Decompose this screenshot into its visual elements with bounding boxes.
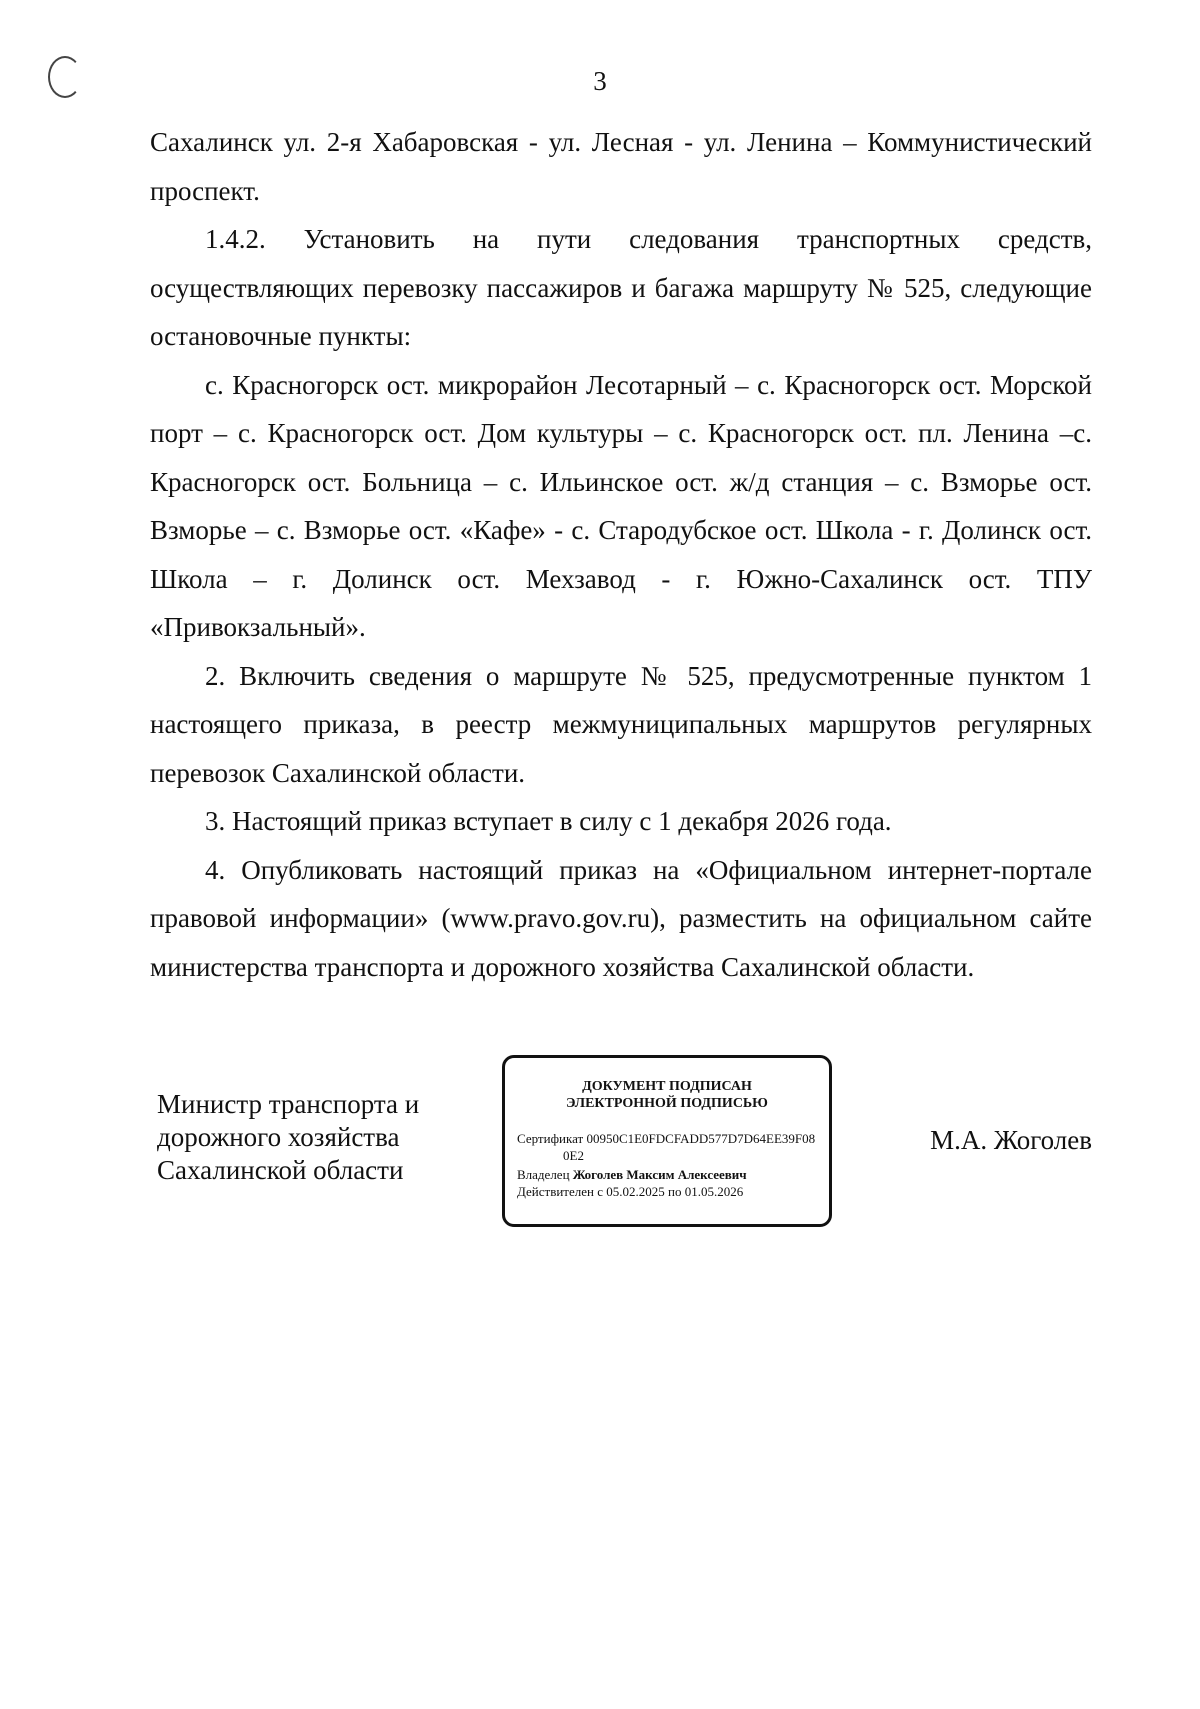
stamp-owner [517, 1166, 817, 1183]
paragraph-item-1-4-2: 1.4.2. Установить на пути следования транспортных средств, осуществляющих перевозку пассажиров и багажа маршруту № 525, следующие остановочные пункты: [150, 224, 1092, 351]
stamp-owner-name: Жоголев Максим Алексеевич [572, 1167, 747, 1182]
stamp-certificate [517, 1130, 817, 1147]
paragraph-item-2: 2. Включить сведения о маршруте № 525, предусмотренные пунктом 1 настоящего приказа, в реестр межмуниципальных маршрутов регулярных перевозок Сахалинской области. [150, 660, 1092, 788]
stamp-cert-label: Сертификат [517, 1131, 584, 1146]
page-number: 3 [593, 66, 607, 96]
paragraph-continuation: Сахалинск ул. 2-я Хабаровская - ул. Лесная - ул. Ленина – Коммунистический проспект. [150, 127, 1092, 206]
stamp-title-line: ЭЛЕКТРОННОЙ ПОДПИСЬЮ [566, 1096, 768, 1111]
stamp-title-line: ДОКУМЕНТ ПОДПИСАН [582, 1079, 752, 1094]
paragraph-stops-list: с. Красногорск ост. микрорайон Лесотарный – с. Красногорск ост. Морской порт – с. Красногорск ост. Дом культуры – с. Красногорск ост. пл. Ленина –с. Красногорск ост. Больница – с. Ильинское ост. ж/д станция – с. Взморье ост. Взморье – с. Взморье ост. «Кафе» - с. Стародубское ост. Школа - г. Долинск ост. Школа – г. Долинск ост. Мехзавод - г. Южно-Сахалинск ост. ТПУ «Привокзальный». [150, 369, 1092, 642]
paragraph-item-4: 4. Опубликовать настоящий приказ на «Официальном интернет-портале правовой информации» (www.pravo.gov.ru), разместить на официальном сайте министерства транспорта и дорожного хозяйства Сахалинской области. [150, 854, 1092, 982]
paragraph-item-3: 3. Настоящий приказ вступает в силу с 1 декабря 2026 года. [205, 806, 892, 836]
signer-position-line: Министр транспорта и [157, 1089, 420, 1119]
signer-name: М.А. Жоголев [930, 1125, 1092, 1155]
punch-hole-mark [48, 56, 82, 98]
signer-position-line: Сахалинской области [157, 1155, 404, 1185]
stamp-owner-label: Владелец [517, 1167, 570, 1182]
stamp-cert-value-continued: 0E2 [563, 1148, 584, 1163]
stamp-validity: Действителен с 05.02.2025 по 01.05.2026 [517, 1184, 744, 1199]
document-body [150, 118, 1092, 991]
signer-position-line: дорожного хозяйства [157, 1122, 400, 1152]
stamp-title [517, 1078, 817, 1112]
electronic-signature-stamp [502, 1055, 832, 1227]
signer-position [157, 1088, 419, 1187]
stamp-cert-value: 00950C1E0FDCFADD577D7D64EE39F08 [586, 1131, 816, 1146]
